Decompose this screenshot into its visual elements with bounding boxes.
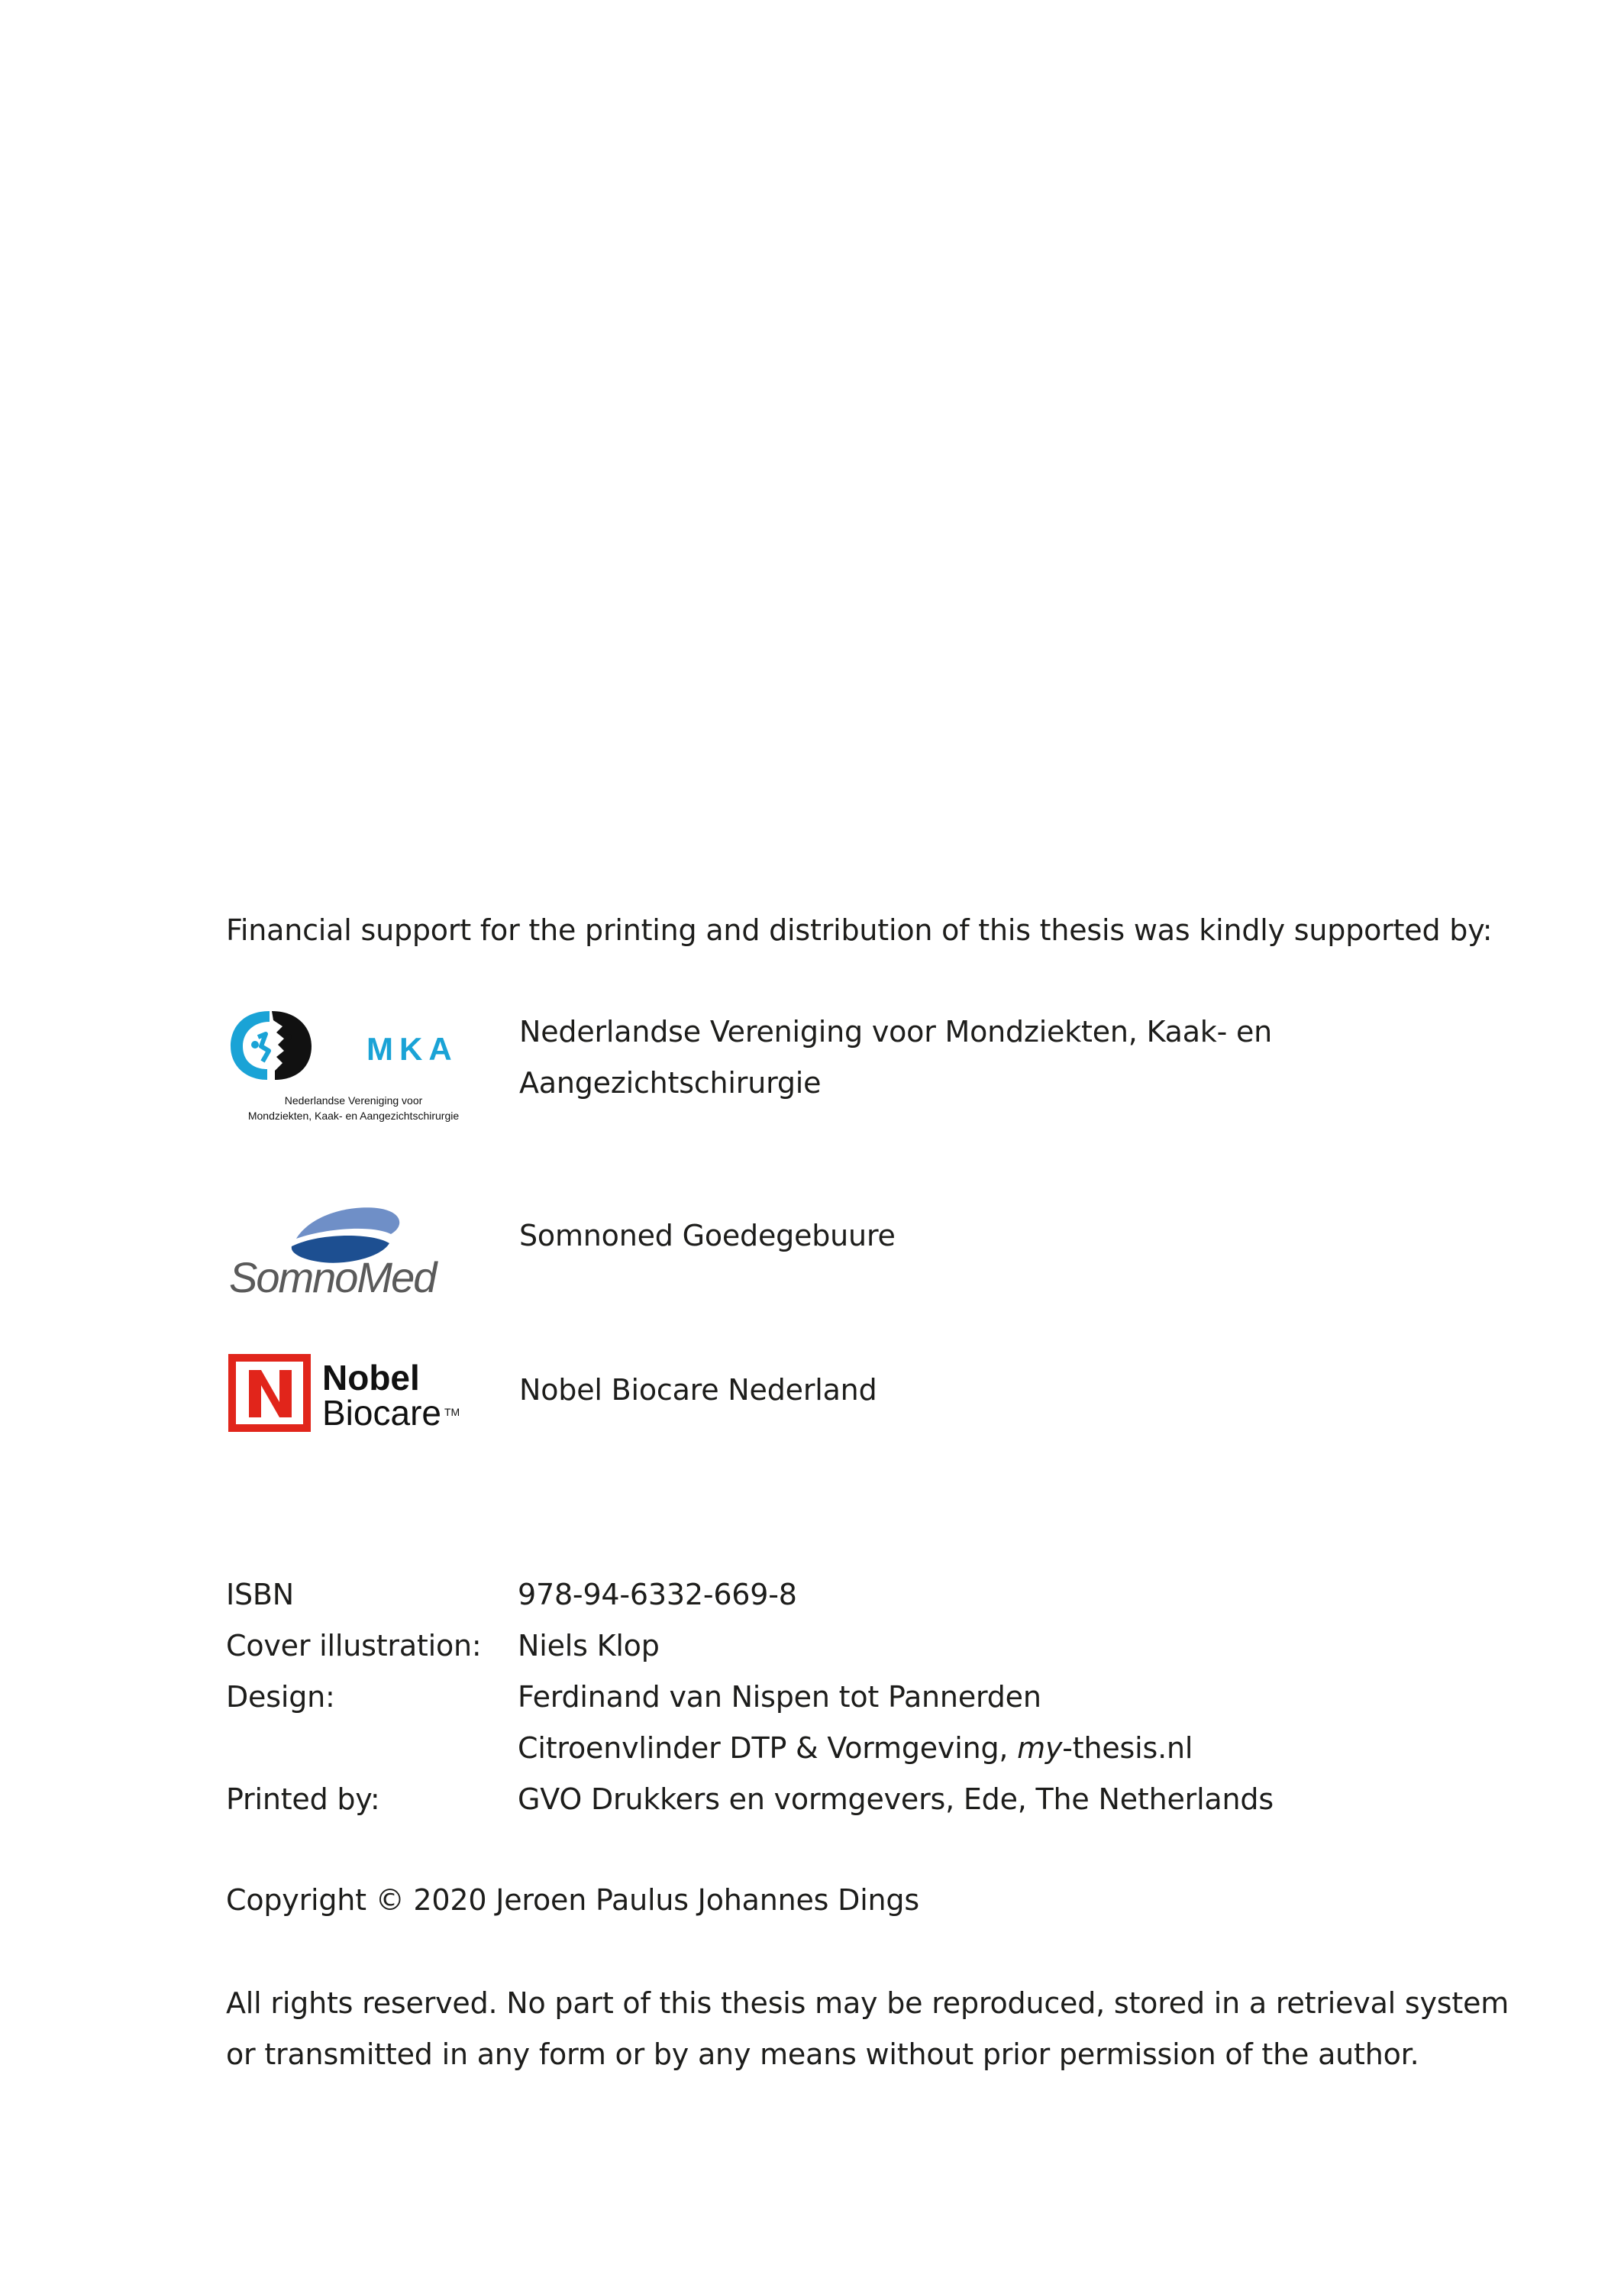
- somnomed-logo-text: SomnoMed: [229, 1253, 436, 1298]
- colophon-value: GVO Drukkers en vormgevers, Ede, The Netherlands: [518, 1782, 1274, 1816]
- colophon-value-italic: my: [1017, 1731, 1063, 1765]
- mka-logo-caption-2: Mondziekten, Kaak- en Aangezichtschirurgie: [247, 1110, 460, 1122]
- nobel-logo-text-2: Biocare: [322, 1393, 441, 1433]
- colophon-value: [518, 1723, 1193, 1774]
- colophon-value-pre: Citroenvlinder DTP & Vormgeving,: [518, 1731, 1018, 1765]
- nobel-biocare-logo: [228, 1352, 479, 1436]
- nobel-logo-tm: TM: [444, 1406, 460, 1418]
- mka-logo: [228, 1007, 479, 1129]
- mka-logo-text: MKA: [366, 1031, 458, 1067]
- colophon-label: Cover illustration:: [226, 1629, 482, 1663]
- financial-support-intro: Financial support for the printing and distribution of this thesis was kindly supported by:: [226, 913, 1493, 947]
- sponsor-name-line: Nederlandse Vereniging voor Mondziekten, Kaak- en: [519, 1015, 1273, 1049]
- colophon-label: Printed by:: [226, 1782, 380, 1816]
- rights-line: or transmitted in any form or by any means without prior permission of the author.: [226, 2037, 1419, 2071]
- colophon-value: Niels Klop: [518, 1629, 660, 1663]
- colophon-label: Design:: [226, 1680, 335, 1714]
- rights-notice: [226, 1978, 1509, 2080]
- colophon-value: Ferdinand van Nispen tot Pannerden: [518, 1680, 1041, 1714]
- sponsor-name-line: Aangezichtschirurgie: [519, 1066, 822, 1100]
- colophon-value-post: -thesis.nl: [1062, 1731, 1193, 1765]
- nobel-logo-text-1: Nobel: [322, 1358, 420, 1398]
- rights-line: All rights reserved. No part of this thesis may be reproduced, stored in a retrieval system: [226, 1986, 1509, 2020]
- colophon-value: 978-94-6332-669-8: [518, 1578, 797, 1611]
- somnomed-logo: [228, 1199, 479, 1298]
- copyright-notice: Copyright © 2020 Jeroen Paulus Johannes Dings: [226, 1883, 919, 1917]
- sponsor-name-somnomed: Somnoned Goedegebuure: [519, 1219, 896, 1252]
- mka-logo-caption-1: Nederlandse Vereniging voor: [284, 1094, 423, 1107]
- sponsor-name-nobel-biocare: Nobel Biocare Nederland: [519, 1373, 877, 1407]
- colophon-label: ISBN: [226, 1578, 295, 1611]
- sponsor-name-mka: [519, 1007, 1272, 1109]
